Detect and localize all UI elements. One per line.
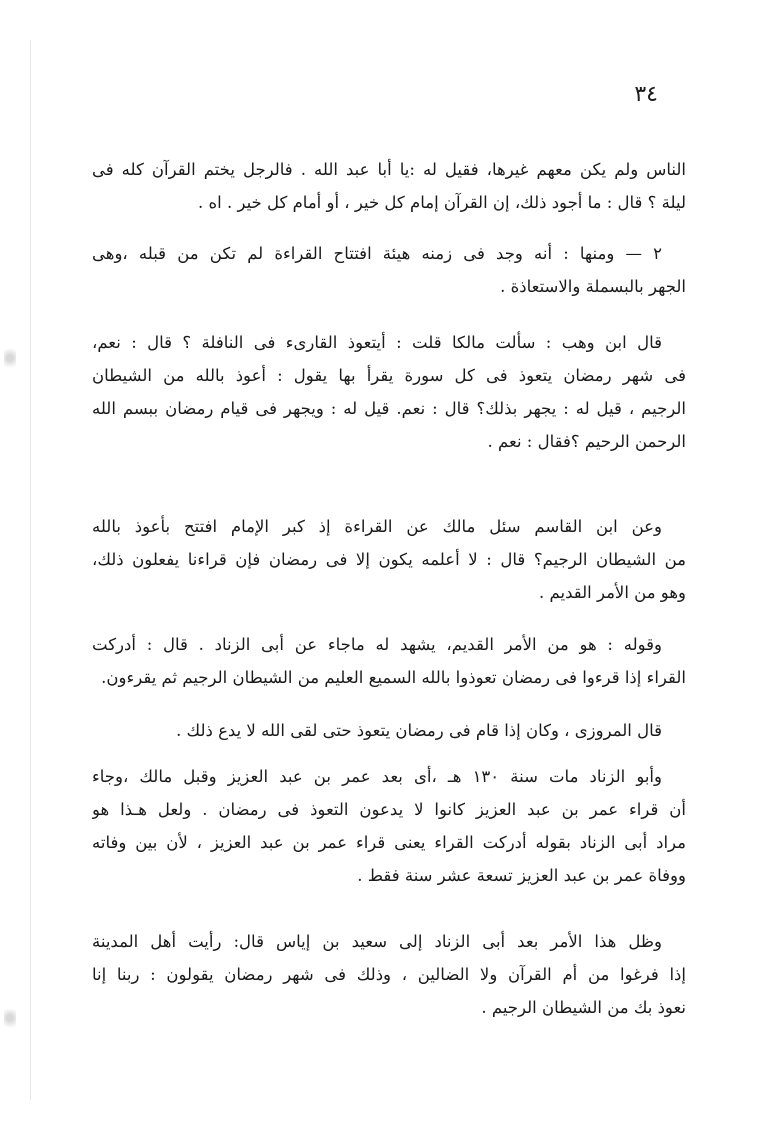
- text-line: من الشيطان الرجيم؟ قال : لا أعلمه يكون إلا فى رمضان فإن قراءنا يفعلون ذلك،: [92, 550, 686, 569]
- paragraph: [92, 510, 686, 609]
- text-line: وعن ابن القاسم سئل مالك عن القراءة إذ كبر الإمام افتتح بأعوذ بالله: [92, 517, 662, 536]
- paragraph: [92, 153, 686, 219]
- scan-artifact: [4, 345, 16, 371]
- text-line: أن قراء عمر بن عبد العزيز كانوا لا يدعون التعوذ فى رمضان . ولعل هـذا هو: [92, 800, 686, 819]
- text-line: ووفاة عمر بن عبد العزيز تسعة عشر سنة فقط .: [357, 866, 686, 885]
- page-edge-line: [30, 40, 31, 1100]
- paragraph: [92, 925, 686, 1024]
- scan-artifact: [4, 1005, 16, 1031]
- text-line: فى شهر رمضان يتعوذ فى كل سورة يقرأ بها يقول : أعوذ بالله من الشيطان: [92, 366, 686, 385]
- text-line: الرجيم ، قيل له : يجهر بذلك؟ قال : نعم. قيل له : ويجهر فى قيام رمضان ببسم الله: [92, 399, 686, 418]
- text-line: قال المروزى ، وكان إذا قام فى رمضان يتعوذ حتى لقى الله لا يدع ذلك .: [176, 721, 662, 740]
- text-line: القراء إذا قرءوا فى رمضان تعوذوا بالله السميع العليم من الشيطان الرجيم ثم يقرءون.: [101, 668, 686, 687]
- text-line: قال ابن وهب : سألت مالكا قلت : أيتعوذ القارىء فى النافلة ؟ قال : نعم،: [92, 333, 662, 352]
- text-line: وظل هذا الأمر بعد أبى الزناد إلى سعيد بن إياس قال: رأيت أهل المدينة: [92, 932, 662, 951]
- paragraph: [92, 237, 686, 303]
- text-line: وقوله : هو من الأمر القديم، يشهد له ماجاء عن أبى الزناد . قال : أدركت: [92, 635, 662, 654]
- paragraph: [92, 760, 686, 892]
- paragraph: [92, 628, 686, 694]
- paragraph: [92, 326, 686, 458]
- text-line: ليلة ؟ قال : ما أجود ذلك، إن القرآن إمام كل خير ، أو أمام كل خير . اه .: [198, 193, 686, 212]
- paragraph: [92, 714, 686, 747]
- text-line: نعوذ بك من الشيطان الرجيم .: [481, 998, 686, 1017]
- text-line: الناس ولم يكن معهم غيرها، فقيل له :يا أبا عبد الله . فالرجل يختم القرآن كله فى: [92, 160, 686, 179]
- page-number: ٣٤: [634, 82, 658, 107]
- text-line: الجهر بالبسملة والاستعاذة .: [500, 277, 686, 296]
- text-line: الرحمن الرحيم ؟فقال : نعم .: [487, 432, 686, 451]
- text-line: ٢ — ومنها : أنه وجد فى زمنه هيئة افتتاح القراءة لم تكن من قبله ،وهى: [92, 244, 662, 263]
- text-line: وأبو الزناد مات سنة ١٣٠ هـ ،أى بعد عمر بن عبد العزيز وقبل مالك ،وجاء: [92, 767, 662, 786]
- text-line: وهو من الأمر القديم .: [539, 583, 686, 602]
- text-line: مراد أبى الزناد بقوله أدركت القراء يعنى قراء عمر بن عبد العزيز ، لأن بين وفاته: [92, 833, 686, 852]
- text-line: إذا فرغوا من أم القرآن ولا الضالين ، وذلك فى شهر رمضان يقولون : ربنا إنا: [92, 965, 686, 984]
